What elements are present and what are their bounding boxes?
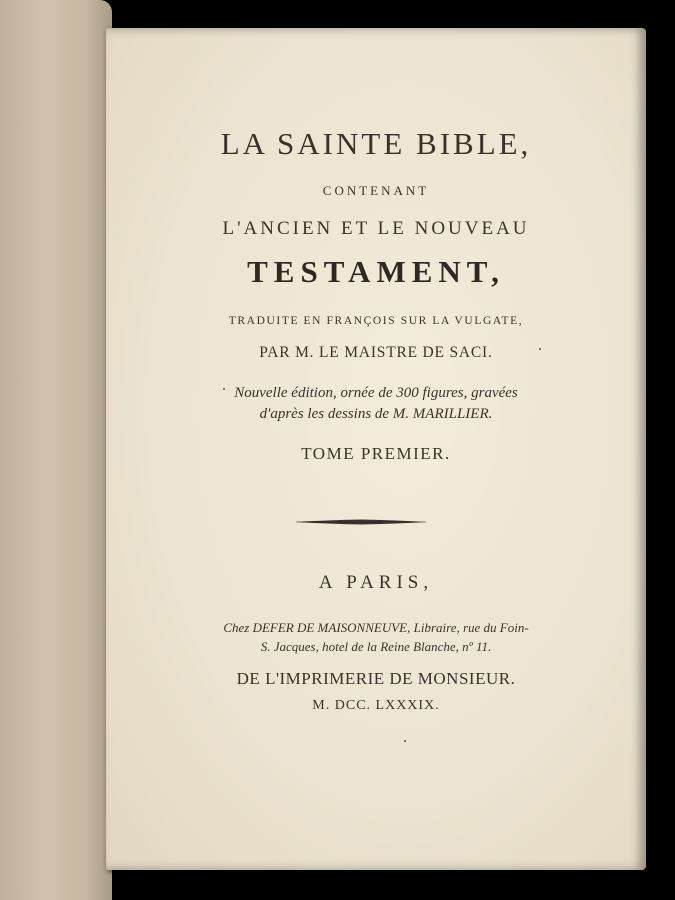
publisher-line-2: S. Jacques, hotel de la Reine Blanche, nº 11. [260, 639, 492, 654]
book-cover-board [0, 0, 112, 900]
ornamental-rule [296, 518, 426, 526]
ink-speck [223, 388, 225, 390]
contenant-line: CONTENANT [322, 183, 430, 198]
testament-line: TESTAMENT, [247, 254, 505, 289]
author-line: PAR M. LE MAISTRE DE SACI. [259, 344, 493, 361]
city-line: A PARIS, [318, 572, 434, 593]
ink-speck [539, 348, 541, 350]
edition-line-1: Nouvelle édition, ornée de 300 figures, gravées [234, 385, 518, 401]
book-title: LA SAINTE BIBLE, [220, 126, 532, 161]
printer-line: DE L'IMPRIMERIE DE MONSIEUR. [236, 669, 516, 688]
translation-line: TRADUITE EN FRANÇOIS SUR LA VULGATE, [228, 315, 524, 327]
title-page [106, 28, 646, 870]
edition-line-2: d'après les dessins de M. MARILLIER. [259, 406, 493, 422]
publisher-line-1: Chez DEFER DE MAISONNEUVE, Libraire, rue du Foin- [223, 620, 529, 635]
volume-line: TOME PREMIER. [301, 444, 451, 463]
ink-speck [404, 740, 406, 742]
subtitle-line: L'ANCIEN ET LE NOUVEAU [222, 218, 530, 239]
year-line: M. DCC. LXXXIX. [312, 698, 440, 713]
